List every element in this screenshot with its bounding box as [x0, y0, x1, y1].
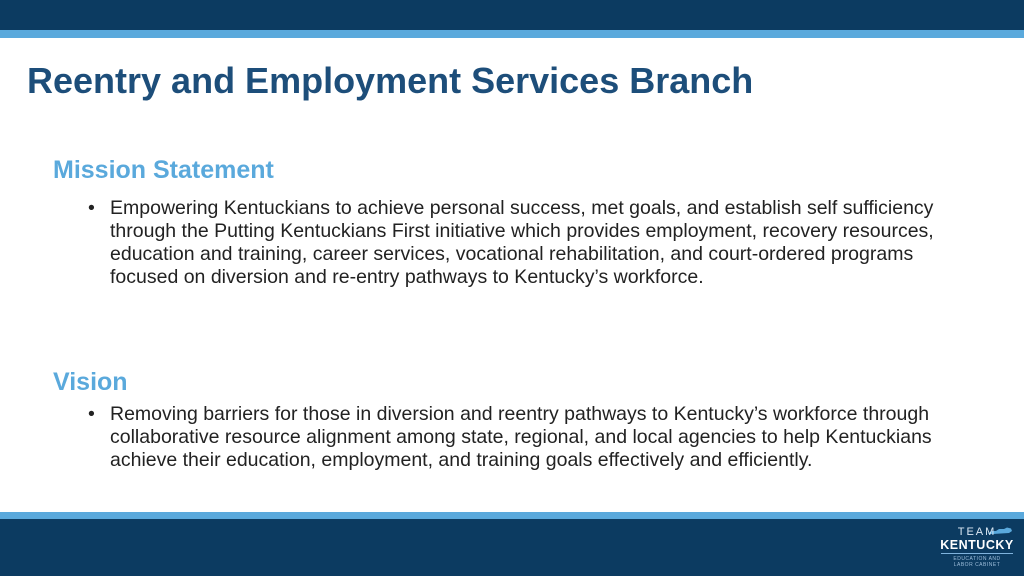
vision-text: Removing barriers for those in diversion and reentry pathways to Kentucky’s workforce through collaborative resource alignment among state, regional, and local agencies to help Kentuckians achieve their education, employment, and training goals effectively and efficiently. [110, 403, 932, 471]
vision-bullet [88, 403, 973, 472]
team-kentucky-logo [935, 526, 1019, 570]
logo-divider [941, 553, 1013, 554]
logo-subtitle-2: LABOR CABINET [953, 562, 1001, 568]
bottom-accent-stripe [0, 512, 1024, 519]
vision-heading: Vision [53, 368, 128, 396]
logo-subtitle-1: EDUCATION AND [953, 556, 1001, 562]
bullet-icon: • [88, 197, 95, 219]
footer-banner [0, 519, 1024, 576]
top-banner [0, 0, 1024, 30]
mission-text: Empowering Kentuckians to achieve personal success, met goals, and establish self sufficiency through the Putting Kentuckians First initiative which provides employment, recovery resources, education and training, career services, vocational rehabilitation, and court-ordered programs focused on diversion and re-entry pathways to Kentucky’s workforce. [110, 197, 934, 288]
logo-team-text: TEAM [957, 526, 997, 538]
logo-kentucky-text: KENTUCKY [940, 538, 1014, 552]
top-accent-stripe [0, 30, 1024, 38]
bullet-icon: • [88, 403, 95, 425]
mission-bullet [88, 197, 973, 289]
mission-heading: Mission Statement [53, 156, 274, 184]
slide-title: Reentry and Employment Services Branch [27, 60, 754, 101]
